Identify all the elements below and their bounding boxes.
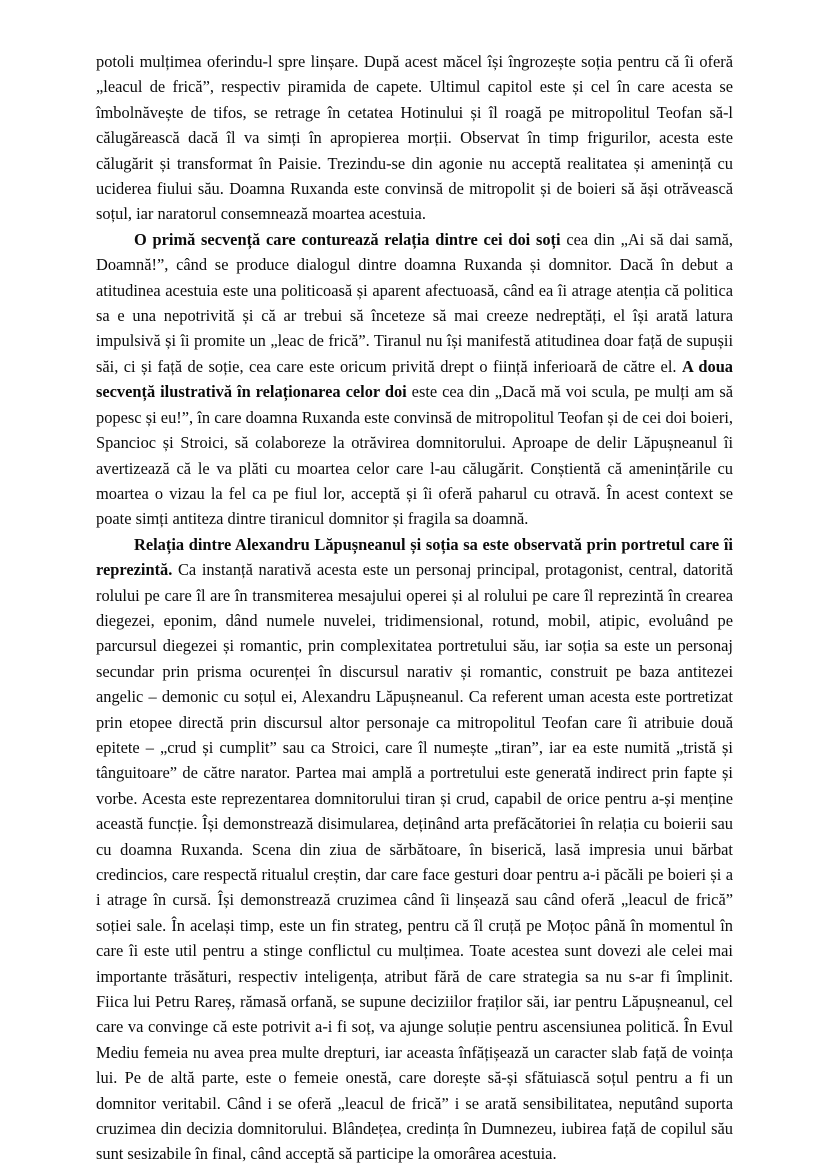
paragraph-2-text: cea din „Ai să dai samă, Doamnă!”, când se produce dialogul dintre doamna Ruxanda și domnitor. Dacă în debut a atitudinea acestuia este una politicoasă și aparent afectuoasă, când ea îi atrage atenția că politica sa e una nepotrivită și că ar trebui să înceteze să mai creeze nedreptăți, el își arată latura impulsivă și îi promite un „leac de frică”. Tiranul nu își manifestă atitudinea doar față de supușii săi, ci și față de soție, cea care este oricum privită drept o ființă inferioară de către el. xyxy=(96,229,733,376)
paragraph-2-bold-mid: A doua secvență ilustrativă în relaționarea celor doi xyxy=(96,356,734,402)
paragraph-3-bold-lead: Relația dintre Alexandru Lăpușneanul și soția sa este observată prin portretul care îi reprezintă. xyxy=(96,534,733,580)
paragraph-3-text: Ca instanță narativă acesta este un personaj principal, protagonist, central, datorită rolului pe care îl are în transmiterea mesajului operei și al rolului pe care îl reprezintă în crearea diegezei, eponim, dând numele nuvelei, tridimensional, rotund, mobil, atipic, evoluând pe parcursul diegezei și romantic, prin complexitatea portretului său, iar soția sa este un personaj secundar prin prisma ocurenței în discursul narativ și romantic, construit pe baza antitezei angelic – demonic cu soțul ei, Alexandru Lăpușneanul. Ca referent uman acesta este portretizat prin etopee directă prin discursul altor personaje ca mitropolitul Teofan care îi atribuie două epitete – „crud și cumplit” sau ca Stroici, care îl numește „tiran”, iar ea este numită „tristă și tânguitoare” de către narator. Partea mai amplă a portretului este generată indirect prin fapte și vorbe. Acesta este reprezentarea domnitorului tiran și crud, capabil de orice pentru a-și menține această funcție. Își demonstrează disimularea, deținând arta prefăcătoriei în relația cu boierii sau cu doamna Ruxanda. Scena din ziua de sărbătoare, în biserică, lasă impresia unui bărbat credincios, care respectă ritualul creștin, dar care face gesturi doar pentru a-i păcăli pe boieri și a i atrage în cursă. Își demonstrează cruzimea când îi linșează sau când oferă „leacul de frică” soției sale. În același timp, este un fin strateg, pentru că îl cruță pe Moțoc până în momentul în care îi este util pentru a stinge conflictul cu mulțimea. Toate acestea sunt dovezi ale celei mai importante trăsături, respectiv inteligența, atribut fără de care strategia sa nu s-ar fi împlinit. Fiica lui Petru Rareș, rămasă orfană, se supune deciziilor fraților săi, iar pentru Lăpușneanul, cel care va convinge că este potrivit a-i fi soț, va ajunge soluție pentru ascensiunea politică. În Evul Mediu femeia nu avea prea multe drepturi, iar aceasta înfățișează un caracter slab față de voința lui. Pe de altă parte, este o femeie onestă, care dorește să-și sfătuiască soțul pentru a fi un domnitor veritabil. Când i se oferă „leacul de frică” i se arată sensibilitatea, neputând suporta cruzimea din decizia domnitorului. Blândețea, credința în Dumnezeu, iubirea față de copilul său sunt sesizabile în final, când acceptă să participe la omorârea acestuia. xyxy=(96,560,733,1164)
paragraph-2-bold-lead: O primă secvență care conturează relația dintre cei doi soți xyxy=(134,229,561,249)
paragraph-2 xyxy=(96,227,733,532)
paragraph-1 xyxy=(96,49,733,227)
paragraph-3 xyxy=(96,532,733,1167)
paragraph-1-text: potoli mulțimea oferindu-l spre linșare. După acest măcel își îngrozește soția pentru că îi oferă „leacul de frică”, respectiv piramida de capete. Ultimul capitol este și cel în care acesta se îmbolnăvește de tifos, se retrage în cetatea Hotinului și îl roagă pe mitropolitul Teofan să-l călugărească dacă îl va simți în apropierea morții. Observat în timp frigurilor, acesta este călugărit și transformat în Paisie. Trezindu-se din agonie nu acceptă realitatea și amenință cu uciderea fiului său. Doamna Ruxanda este convinsă de mitropolit și de boieri să ăși otrăvească soțul, iar naratorul consemnează moartea acestuia. xyxy=(96,52,733,224)
paragraph-2-text-after: este cea din „Dacă mă voi scula, pe mulți am să popesc și eu!”, în care doamna Ruxanda este convinsă de mitropolitul Teofan și de cei doi boieri, Spancioc și Stroici, să colaboreze la otrăvirea domnitorului. Aproape de delir Lăpușneanul îi avertizează că le va plăti cu moartea celor care l-au călugărit. Conștientă că amenințările cu moartea o vizau la fel ca pe fiul lor, acceptă și îi oferă paharul cu otravă. În acest context se poate simți antiteza dintre tiranicul domnitor și fragila sa doamnă. xyxy=(96,382,733,529)
document-text-body xyxy=(96,49,733,1167)
